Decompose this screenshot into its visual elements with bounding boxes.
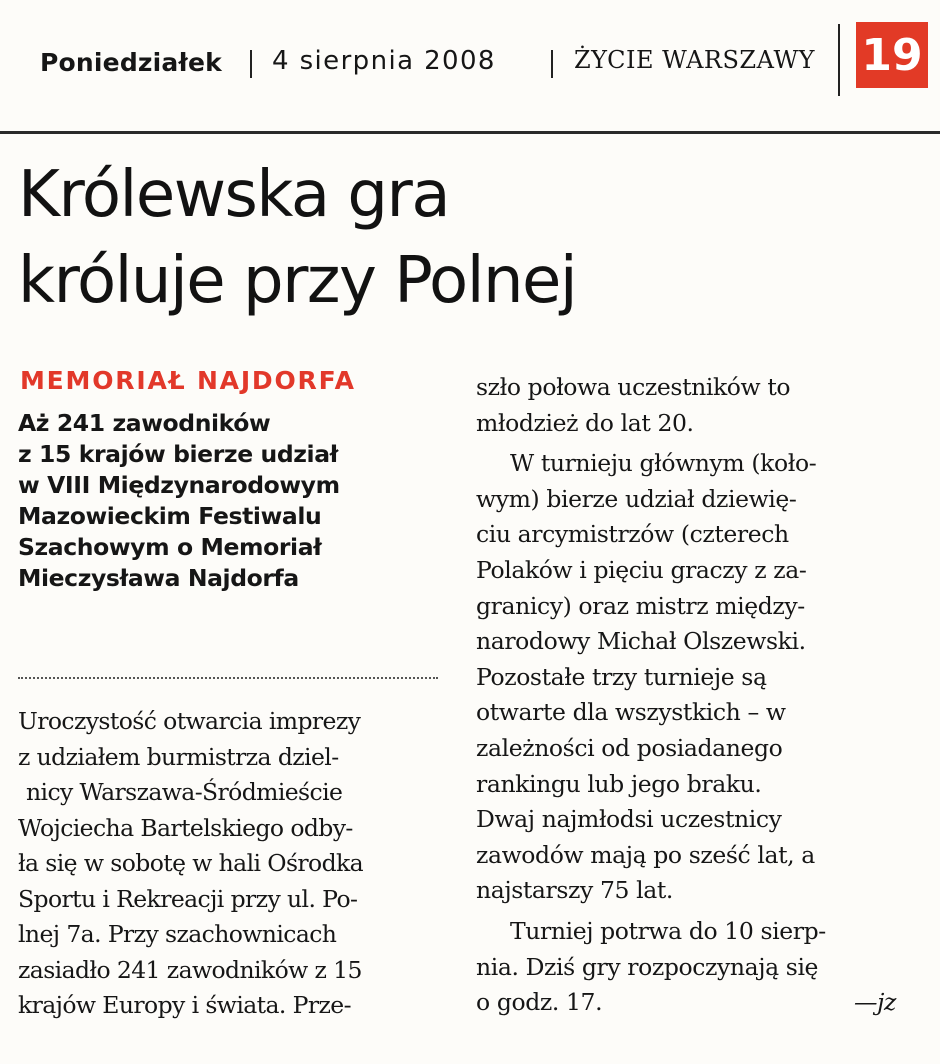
lead-line: w VIII Międzynarodowym <box>18 471 340 499</box>
body-line: granicy) oraz mistrz między- <box>476 591 805 620</box>
body-line: rankingu lub jego braku. <box>476 769 762 798</box>
body-line: zasiadło 241 zawodników z 15 <box>18 955 362 984</box>
newspaper-name: ŻYCIE WARSZAWY <box>574 46 815 74</box>
lead-line: z 15 krajów bierze udział <box>18 440 338 468</box>
header-separator <box>551 50 553 78</box>
body-line: zawodów mają po sześć lat, a <box>476 840 815 869</box>
lead-paragraph <box>18 408 438 594</box>
body-line: Pozostałe trzy turnieje są <box>476 662 767 691</box>
headline <box>18 152 576 324</box>
headline-line: Królewska gra <box>18 158 450 232</box>
body-line: zależności od posiadanego <box>476 733 783 762</box>
body-line: najstarszy 75 lat. <box>476 876 673 905</box>
body-line <box>18 704 440 740</box>
headline-line: króluje przy Polnej <box>18 244 577 318</box>
body-line: W turnieju głównym (koło- <box>510 449 817 478</box>
body-line: Wojciecha Bartelskiego odby- <box>18 813 353 842</box>
body-line: krajów Europy i świata. Prze- <box>18 991 351 1019</box>
body-column-2 <box>476 370 916 1021</box>
body-line: Turniej potrwa do 10 sierp- <box>510 916 826 945</box>
body-line: Polaków i pięciu graczy z za- <box>476 555 807 584</box>
body-line: lnej 7a. Przy szachownicach <box>18 920 337 948</box>
body-line: nia. Dziś gry rozpoczynają się <box>476 952 819 981</box>
header-day: Poniedziałek <box>40 48 222 77</box>
body-line: z udziałem burmistrza dziel- <box>18 742 339 771</box>
lead-line: Mieczysława Najdorfa <box>18 564 299 592</box>
lead-line: Aż 241 zawodników <box>18 409 271 437</box>
header-separator <box>250 50 252 78</box>
body-line: wym) bierze udział dziewię- <box>476 484 797 513</box>
body-text: Uroczystość otwarcia imprezy <box>18 707 361 735</box>
body-line: szło połowa uczestników to <box>476 373 791 401</box>
page-number: 19 <box>856 22 928 88</box>
body-line: Sportu i Rekreacji przy ul. Po- <box>18 884 358 913</box>
lead-line: Szachowym o Memoriał <box>18 533 322 561</box>
body-line: ła się w sobotę w hali Ośrodka <box>18 849 364 877</box>
dotted-divider <box>18 677 438 679</box>
page-header <box>0 0 940 120</box>
body-column-1 <box>18 704 440 1024</box>
body-line: młodzież do lat 20. <box>476 408 694 437</box>
header-divider <box>838 24 840 96</box>
header-date: 4 sierpnia 2008 <box>272 46 496 76</box>
kicker: MEMORIAŁ NAJDORFA <box>20 366 356 395</box>
body-line: nicy Warszawa-Śródmieście <box>26 778 343 806</box>
body-line: narodowy Michał Olszewski. <box>476 627 806 656</box>
body-text: o godz. 17. <box>476 988 603 1017</box>
body-line: Dwaj najmłodsi uczestnicy <box>476 805 782 834</box>
author-signature: —jz <box>854 988 896 1017</box>
body-line: ciu arcymistrzów (czterech <box>476 520 789 549</box>
lead-line: Mazowieckim Festiwalu <box>18 502 322 530</box>
body-line: otwarte dla wszystkich – w <box>476 698 786 727</box>
body-line <box>476 985 916 1021</box>
header-rule <box>0 131 940 134</box>
